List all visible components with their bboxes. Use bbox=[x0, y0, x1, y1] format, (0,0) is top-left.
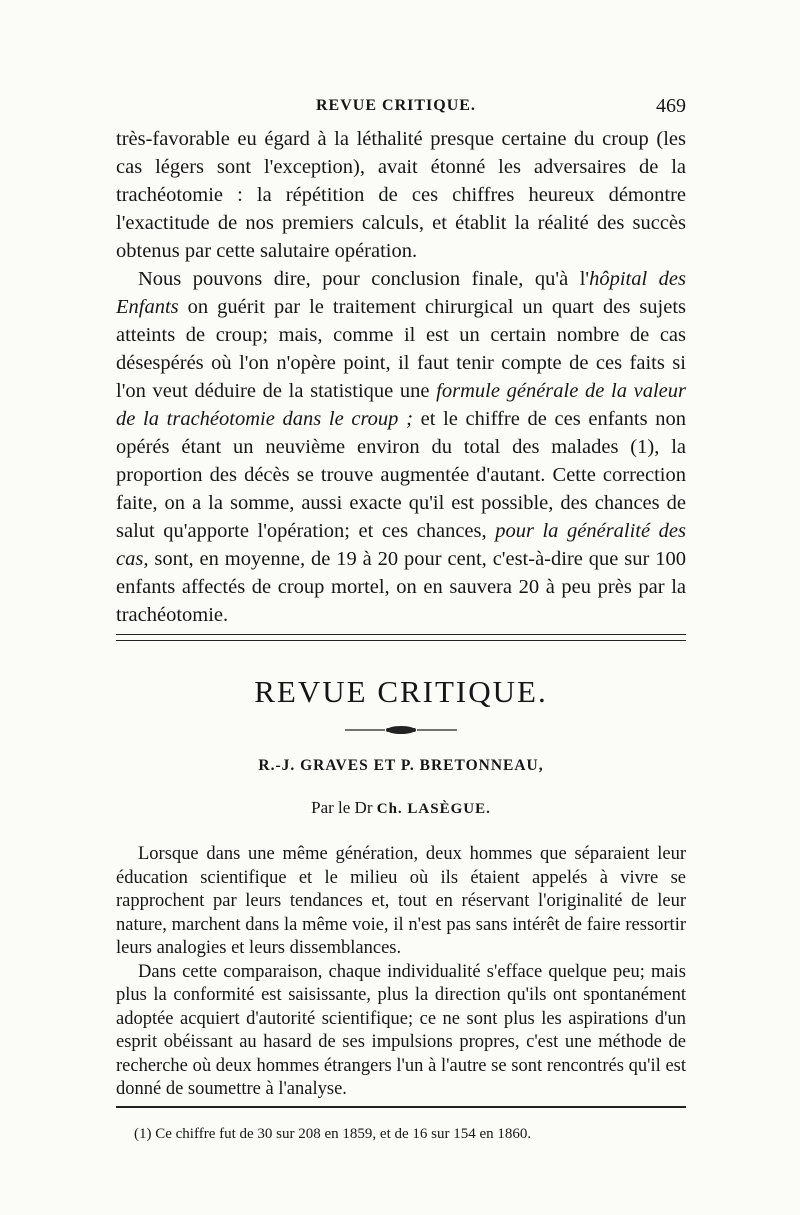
text-run: sont, en moyenne, de 19 à 20 pour cent, c'est-à-dire que sur 100 enfants affectés de croup mortel, on en sauvera 20 à peu près par la trachéotomie. bbox=[116, 548, 686, 626]
paragraph-conclusion bbox=[116, 265, 686, 629]
paragraph-intro: Lorsque dans une même génération, deux hommes que séparaient leur éducation scientifique et le milieu où ils étaient appelés à vivre se rapprochent par leurs tendances et, tout en réservant l'originalité de leur nature, marchent dans la même voie, il n'est pas sans intérêt de faire ressortir leurs analogies et leurs dissemblances. bbox=[116, 844, 686, 958]
article-body bbox=[116, 843, 686, 1102]
page-number: 469 bbox=[656, 95, 686, 117]
paragraph-comparison: Dans cette comparaison, chaque individualité s'efface quelque peu; mais plus la conformité est saisissante, plus la direction qu'ils ont spontanément adoptée acquiert d'autorité scientifique; ce ne sont plus les aspirations d'un esprit obéissant au hasard de ses impulsions propres, c'est une méthode de recherche où deux hommes étrangers l'un à l'autre se sont rencontrés qu'il est donné de soumettre à l'analyse. bbox=[116, 961, 686, 1099]
italic-run: hôpital des Enfants bbox=[116, 268, 687, 318]
text-run: Nous pouvons dire, pour conclusion finale, qu'à l' bbox=[138, 268, 590, 290]
italic-run: pour la généralité des cas, bbox=[116, 520, 686, 570]
article-author bbox=[116, 798, 686, 818]
footnote-rule bbox=[116, 1106, 686, 1108]
previous-article-ending bbox=[116, 125, 686, 629]
running-head bbox=[116, 97, 686, 121]
ornament-divider-icon bbox=[341, 724, 461, 736]
footnote: (1) Ce chiffre fut de 30 sur 208 en 1859, et de 16 sur 154 en 1860. bbox=[134, 1126, 532, 1142]
section-title: REVUE CRITIQUE. bbox=[254, 674, 548, 709]
section-divider bbox=[116, 634, 686, 641]
running-title: REVUE CRITIQUE. bbox=[316, 97, 476, 114]
author-prefix: Par le Dr bbox=[311, 798, 377, 817]
article-subject: R.-J. GRAVES ET P. BRETONNEAU, bbox=[258, 757, 544, 774]
text-run: et le chiffre de ces enfants non opérés étant un neuvième environ du total des malades (1), la proportion des décès se trouve augmentée d'autant. Cette correction faite, on a la somme, aussi exacte qu'il est possible, des chances de salut qu'apporte l'opération; et ces chances, bbox=[116, 408, 686, 542]
author-name: Ch. LASÈGUE. bbox=[376, 801, 491, 817]
paragraph-continuation: très-favorable eu égard à la léthalité presque certaine du croup (les cas légers sont l'exception), avait étonné les adversaires de la trachéotomie : la répétition de ces chiffres heureux démontre l'exactitude de nos premiers calculs, et établit la réalité des succès obtenus par cette salutaire opération. bbox=[116, 128, 686, 262]
italic-run: formule générale de la valeur de la trachéotomie dans le croup ; bbox=[116, 380, 686, 430]
book-page bbox=[116, 0, 686, 1215]
text-run: on guérit par le traitement chirurgical un quart des sujets atteints de croup; mais, comme il est un certain nombre de cas désespérés où l'on n'opère point, il faut tenir compte de ces faits si l'on veut déduire de la statistique une bbox=[116, 296, 686, 402]
